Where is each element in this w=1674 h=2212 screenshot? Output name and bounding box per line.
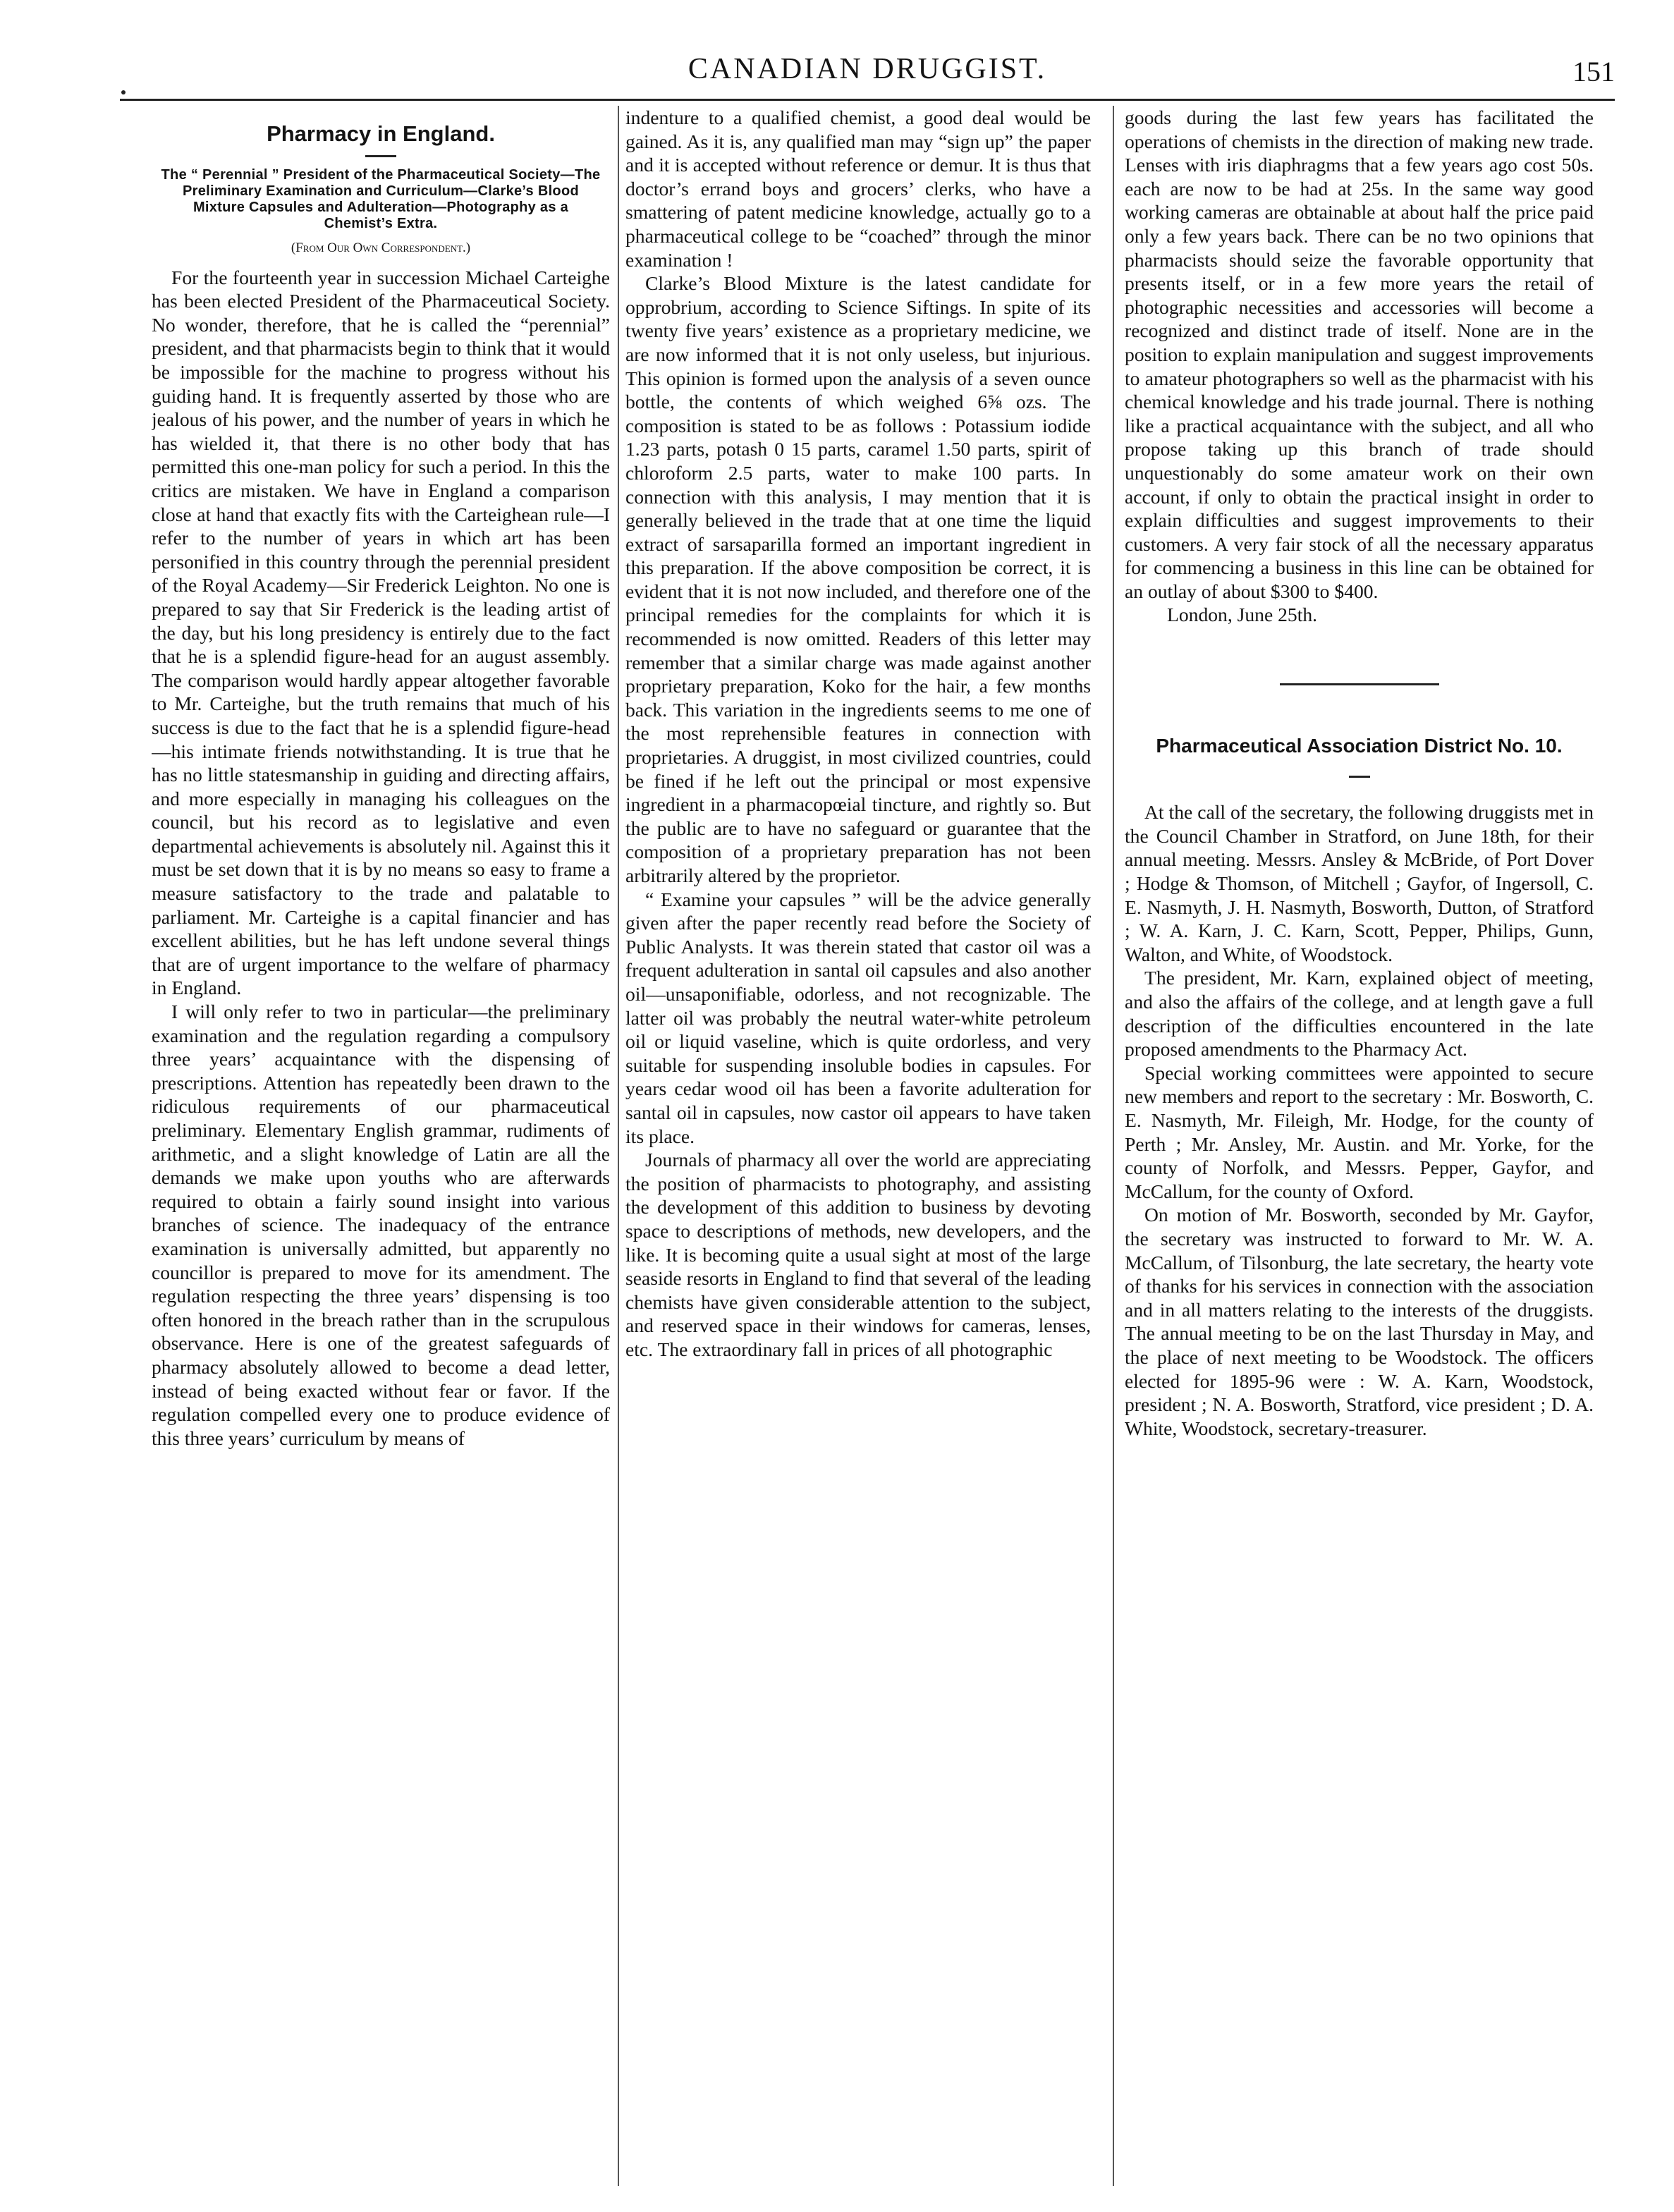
ink-speck	[121, 90, 126, 94]
paragraph: goods during the last few years has facilitated the operations of chemists in the direction of making new trade. Lenses with iris diaphragms that a few years ago cost 50s. each are now to be had at 25s. In the same way good working cameras are obtainable at about half the price paid only a few years back. There can be no two opinions that pharmacists should seize the favorable opportunity that presents itself, or in a few more years the retail of photographic necessities and accessories will become a recognized and distinct trade of itself. None are in the position to explain manipulation and suggest improvements to amateur photographers so well as the pharmacist with his chemical knowledge and his trade journal. There is nothing like a practical acquaintance with the subject, and all who propose taking up this branch of trade should unquestionably do some amateur work on their own account, if only to obtain the practical insight in order to explain difficulties and suggest improvements to their customers. A very fair stock of all the necessary apparatus for commencing a business in this line can be obtained for an outlay of about $300 to $400.	[1125, 106, 1594, 602]
paragraph: The president, Mr. Karn, explained object of meeting, and also the affairs of the college, and at length gave a full description of the difficulties encountered in the late proposed amendments to the Pharmacy Act.	[1125, 967, 1594, 1061]
paragraph: “ Examine your capsules ” will be the advice generally given after the paper recently read before the Society of Public Analysts. It was therein stated that castor oil was a frequent adulteration in santal oil capsules and also another oil—unsaponifiable, odorless, and not recognizable. The latter oil was probably the neutral water-white petroleum oil or liquid vaseline, which is quite ordorless, and very suitable for suspending insoluble bodies in capsules. For years cedar wood oil has been a favorite adulteration for santal oil in capsules, now castor oil appears to have taken its place.	[625, 888, 1091, 1147]
paragraph: At the call of the secretary, the following druggists met in the Council Chamber in Stratford, on June 18th, for their annual meeting. Messrs. Ansley & McBride, of Port Dover ; Hodge & Thomson, of Mitchell ; Gayfor, of Ingersoll, C. E. Nasmyth, J. H. Nasmyth, Bosworth, Dutton, of Stratford ; W. A. Karn, J. C. Karn, Scott, Pepper, Philips, Gunn, Walton, and White, of Woodstock.	[1125, 801, 1594, 965]
column-rule-2	[1113, 106, 1114, 2186]
page-header	[120, 48, 1615, 104]
page-number: 151	[1572, 56, 1615, 87]
dateline: London, June 25th.	[1167, 604, 1318, 626]
title-dash	[1349, 776, 1370, 778]
running-title: CANADIAN DRUGGIST.	[688, 53, 1047, 85]
paragraph: indenture to a qualified chemist, a good deal would be gained. As it is, any qualified man may “sign up” the paper and it is accepted without reference or demur. It is thus that doctor’s errand boys and grocers’ clerks, who have a smattering of patent medicine knowledge, actually go to a pharmaceutical college to be “coached” through the minor examination !	[625, 106, 1091, 271]
paragraph: For the fourteenth year in succession Michael Carteighe has been elected President of the Pharmaceutical Society. No wonder, therefore, that he is called the “perennial” president, and that pharmacists begin to think that it would be impossible for the machine to progress without his guiding hand. It is frequently asserted by those who are jealous of his power, and the number of years in which he has wielded it, that there is no other body that has permitted this one-man policy for such a period. In this the critics are mistaken. We have in England a comparison close at hand that exactly fits with the Carteighean rule—I refer to the number of years in which art has been personified in this country through the perennial president of the Royal Academy—Sir Frederick Leighton. No one is prepared to say that Sir Frederick is the leading artist of the day, but his long presidency is entirely due to the fact that he is a splendid figure-head for an august assembly. The comparison would hardly appear altogether favorable to Mr. Carteighe, but the truth remains that much of his success is due to the fact that he is a splendid figure-head—his intimate friends notwithstanding. It is true that he has no little statesmanship in guiding and directing affairs, and more especially in managing his colleagues on the council, but his record as to legislative and even departmental achievements is absolutely nil. Against this it must be set down that it is by no means so easy to frame a measure satisfactory to the trade and palatable to parliament. Mr. Carteighe is a capital financier and has excellent abilities, but he has left undone several things that are of urgent importance to the welfare of pharmacy in England.	[152, 266, 610, 999]
column-rule-1	[618, 106, 619, 2186]
column-3	[1125, 106, 1594, 2193]
paragraph: Clarke’s Blood Mixture is the latest candidate for opprobrium, according to Science Siftings. In spite of its twenty five years’ existence as a proprietary medicine, we are now informed that it is not only useless, but injurious. This opinion is formed upon the analysis of a seven ounce bottle, the contents of which weighed 6⅝ ozs. The composition is stated to be as follows : Potassium iodide 1.23 parts, potash 0 15 parts, caramel 1.50 parts, spirit of chloroform 2.5 parts, water to make 100 parts. In connection with this analysis, I may mention that it is generally believed in the trade that at one time the liquid extract of sarsaparilla formed an important ingredient in this preparation. If the above composition be correct, it is evident that it is not now included, and therefore one of the principal remedies for the complaints for which it is recommended is now omitted. Readers of this letter may remember that a similar charge was made against another proprietary preparation, Koko for the hair, a few months back. This variation in the ingredients seems to me one of the most reprehensible features in connection with proprietaries. A druggist, in most civilized countries, could be fined if he left out the principal or most expensive ingredient in a pharmacopœial tincture, and rightly so. But the public are to have no safeguard or guarantee that the composition of a proprietary preparation has not been arbitrarily altered by the proprietor.	[625, 272, 1091, 886]
title-dash	[365, 155, 396, 157]
article-title: Pharmacy in England.	[267, 121, 495, 146]
paragraph: On motion of Mr. Bosworth, seconded by Mr. Gayfor, the secretary was instructed to forward to Mr. W. A. McCallum, of Tilsonburg, the late secretary, the hearty vote of thanks for his services in connection with the association and in all matters relating to the interests of the druggists. The annual meeting to be on the last Thursday in May, and the place of next meeting to be Woodstock. The officers elected for 1895-96 were : W. A. Karn, Woodstock, president ; N. A. Bosworth, Stratford, vice president ; D. A. White, Woodstock, secretary-treasurer.	[1125, 1204, 1594, 1439]
article-byline: (From Our Own Correspondent.)	[291, 240, 471, 255]
paragraph: Journals of pharmacy all over the world are appreciating the position of pharmacists to photography, and assisting the development of this addition to business by devoting space to descriptions of methods, new developers, and the like. It is becoming quite a usual sight at most of the large seaside resorts in England to find that several of the leading chemists have given considerable attention to the subject, and reserved space in their windows for cameras, lenses, etc. The extraordinary fall in prices of all photographic	[625, 1149, 1091, 1360]
article-deck: The “ Perennial ” President of the Pharmaceutical Society—The Preliminary Examination and Curriculum—Clarke’s Blood Mixture Capsules and Adulteration—Photography as a Chemist’s Extra.	[161, 166, 601, 231]
article-title: Pharmaceutical Association District No. 10.	[1156, 735, 1563, 757]
paragraph: Special working committees were appointed to secure new members and report to the secretary : Mr. Bosworth, C. E. Nasmyth, Mr. Fileigh, Mr. Hodge, for the county of Perth ; Mr. Ansley, Mr. Austin. and Mr. Yorke, for the county of Norfolk, and Messrs. Pepper, Gayfor, and McCallum, for the county of Oxford.	[1125, 1061, 1594, 1202]
column-1	[152, 106, 610, 2193]
column-2	[625, 106, 1091, 2193]
header-rule	[120, 99, 1615, 101]
article-separator	[1280, 683, 1439, 685]
paragraph: I will only refer to two in particular—the preliminary examination and the regulation regarding a compulsory three years’ acquaintance with the dispensing of prescriptions. Attention has repeatedly been drawn to the ridiculous requirements of our pharmaceutical preliminary. Elementary English grammar, rudiments of arithmetic, and a slight knowledge of Latin are all the demands we make upon youths who are afterwards required to obtain a fairly sound insight into various branches of science. The inadequacy of the entrance examination is universally admitted, but apparently no councillor is prepared to move for its amendment. The regulation respecting the three years’ dispensing is too often honored in the breach rather than in the scrupulous observance. Here is one of the greatest safeguards of pharmacy absolutely allowed to become a dead letter, instead of being exacted without fear or favor. If the regulation compelled every one to produce evidence of this three years’ curriculum by means of	[152, 1001, 610, 1449]
